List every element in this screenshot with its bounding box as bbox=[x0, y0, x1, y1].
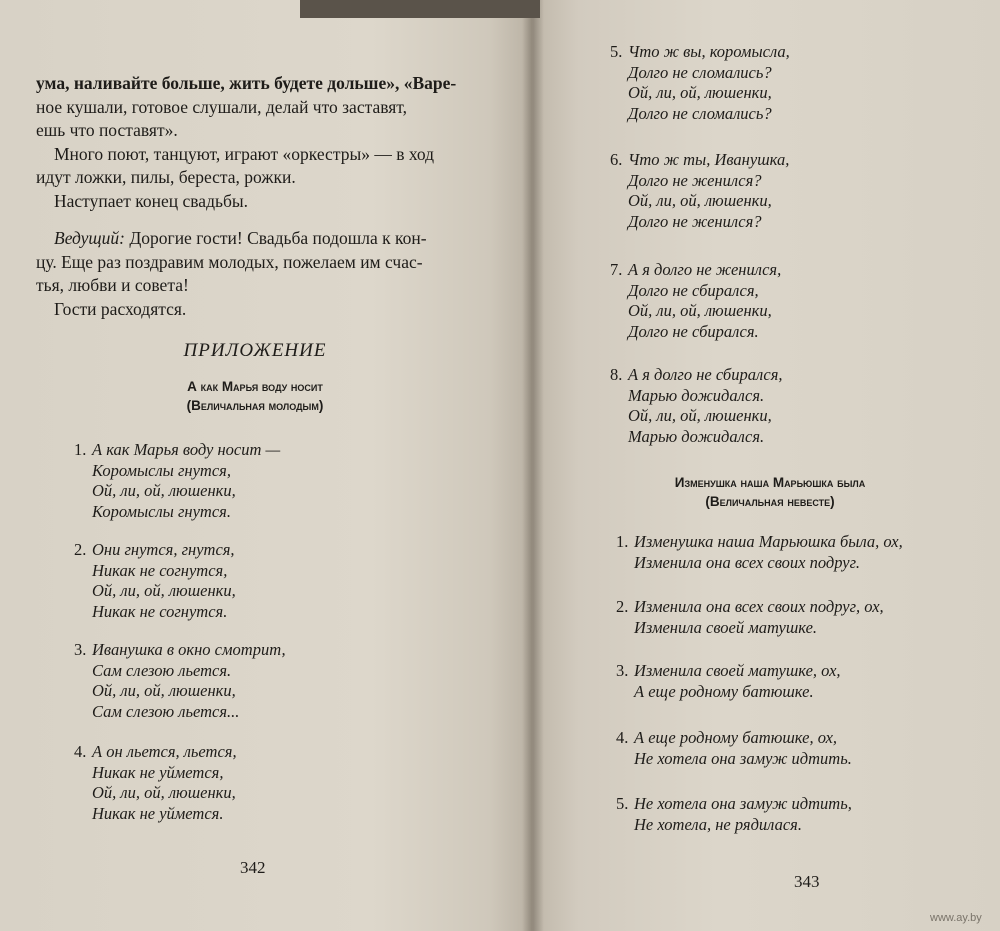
appendix-heading: ПРИЛОЖЕНИЕ bbox=[183, 340, 327, 361]
verse-line: А еще родному батюшке. bbox=[634, 681, 814, 701]
verse-line: Долго не сломались? bbox=[628, 103, 772, 123]
verse-line: Сам слезою льется. bbox=[92, 660, 232, 680]
verse-number: 1. bbox=[616, 532, 629, 551]
verse-number: 1. bbox=[74, 440, 87, 459]
verse bbox=[610, 365, 783, 447]
verse-line: А я долго не сбирался, bbox=[628, 365, 783, 384]
song-title-main: Изменушка наша Марьюшка была bbox=[674, 475, 866, 490]
verse-line: Никак не согнутся. bbox=[92, 601, 228, 621]
verse-line: Никак не уймется, bbox=[92, 762, 224, 782]
verse bbox=[610, 260, 782, 342]
verse-line: Они гнутся, гнутся, bbox=[92, 540, 235, 559]
verse-line: Ой, ли, ой, люшенки, bbox=[628, 301, 772, 320]
song-title-sub: (Величальная молодым) bbox=[186, 398, 324, 413]
verse-line: Долго не женился? bbox=[628, 211, 762, 231]
verse-line: Ой, ли, ой, люшенки, bbox=[628, 191, 772, 210]
speaker-label: Ведущий: bbox=[54, 228, 125, 248]
verse-line: Ой, ли, ой, люшенки, bbox=[92, 783, 236, 802]
prose-line: ума, наливайте больше, жить будете дольше», «Варе- bbox=[36, 73, 457, 93]
song-title bbox=[0, 377, 510, 415]
prose-line: ное кушали, готовое слушали, делай что заставят, bbox=[36, 96, 408, 117]
prose-line: тья, любви и совета! bbox=[36, 275, 189, 295]
page-edge-shadow bbox=[300, 0, 540, 18]
verse-line: Изменила своей матушке. bbox=[634, 617, 818, 637]
verse-line: Сам слезою льется... bbox=[92, 701, 240, 721]
verse-line: Иванушка в окно смотрит, bbox=[92, 640, 286, 659]
verse-number: 2. bbox=[616, 597, 629, 616]
verse-number: 2. bbox=[74, 540, 87, 559]
verse-line: Марью дожидался. bbox=[628, 426, 765, 446]
verse-line: Ой, ли, ой, люшенки, bbox=[92, 481, 236, 500]
verse-number: 3. bbox=[616, 661, 629, 680]
verse-number: 4. bbox=[74, 742, 87, 761]
verse bbox=[616, 728, 852, 769]
verse bbox=[74, 742, 237, 824]
verse-line: Изменила она всех своих подруг, ох, bbox=[634, 597, 884, 616]
verse-line: Ой, ли, ой, люшенки, bbox=[92, 681, 236, 700]
verse bbox=[616, 597, 884, 638]
verse-line: Что ж ты, Иванушка, bbox=[628, 150, 790, 169]
verse-line: Коромыслы гнутся. bbox=[92, 501, 231, 521]
verse-line: Марью дожидался. bbox=[628, 385, 765, 405]
prose-line: Ведущий: Дорогие гости! Свадьба подошла к кон- bbox=[54, 228, 427, 248]
verse-line: Ой, ли, ой, люшенки, bbox=[628, 83, 772, 102]
prose-line: Гости расходятся. bbox=[54, 298, 187, 319]
verse bbox=[616, 532, 903, 573]
verse-line: Изменила своей матушке, ох, bbox=[634, 661, 841, 680]
page-number-left: 342 bbox=[240, 858, 266, 877]
verse-line: Что ж вы, коромысла, bbox=[628, 42, 790, 61]
verse-line: Не хотела она замуж идтить, bbox=[634, 794, 852, 813]
verse-line: Никак не согнутся, bbox=[92, 560, 228, 580]
verse-number: 6. bbox=[610, 150, 623, 169]
verse bbox=[74, 640, 286, 722]
verse-number: 3. bbox=[74, 640, 87, 659]
verse-line: Изменила она всех своих подруг. bbox=[634, 552, 860, 572]
verse-line: Изменушка наша Марьюшка была, ох, bbox=[634, 532, 903, 551]
verse-line: Никак не уймется. bbox=[92, 803, 224, 823]
verse-line: Коромыслы гнутся, bbox=[92, 460, 231, 480]
verse bbox=[610, 42, 790, 124]
song-title-sub: (Величальная невесте) bbox=[705, 494, 835, 509]
verse-line: Ой, ли, ой, люшенки, bbox=[628, 406, 772, 425]
watermark: www.ay.by bbox=[930, 912, 982, 924]
prose-line: ешь что поставят». bbox=[36, 120, 178, 140]
song-title-main: А как Марья воду носит bbox=[187, 379, 323, 394]
verse-number: 5. bbox=[610, 42, 623, 61]
prose-line: Много поют, танцуют, играют «оркестры» — в ход bbox=[54, 143, 435, 164]
prose-line: идут ложки, пилы, береста, рожки. bbox=[36, 167, 296, 187]
verse-line: А я долго не женился, bbox=[628, 260, 782, 279]
verse-line: А как Марья воду носит — bbox=[92, 440, 281, 459]
verse-number: 7. bbox=[610, 260, 623, 279]
verse bbox=[616, 794, 852, 835]
verse-line: Не хотела она замуж идтить. bbox=[634, 748, 852, 768]
verse-line: А еще родному батюшке, ох, bbox=[634, 728, 838, 747]
verse bbox=[616, 661, 841, 702]
verse-number: 8. bbox=[610, 365, 623, 384]
book-gutter bbox=[522, 0, 544, 931]
song-title bbox=[540, 473, 1000, 511]
prose-line: Наступает конец свадьбы. bbox=[54, 190, 248, 211]
prose-line: цу. Еще раз поздравим молодых, пожелаем им счас- bbox=[36, 251, 423, 272]
verse-line: Долго не сбирался, bbox=[628, 280, 759, 300]
verse-line: Не хотела, не рядилася. bbox=[634, 814, 802, 834]
verse-number: 4. bbox=[616, 728, 629, 747]
verse-line: А он льется, льется, bbox=[92, 742, 237, 761]
left-prose bbox=[36, 72, 480, 321]
verse-line: Долго не женился? bbox=[628, 170, 762, 190]
verse-line: Ой, ли, ой, люшенки, bbox=[92, 581, 236, 600]
right-page bbox=[532, 0, 1000, 931]
verse bbox=[74, 540, 236, 622]
verse-number: 5. bbox=[616, 794, 629, 813]
page-number-right: 343 bbox=[794, 872, 820, 891]
verse-line: Долго не сбирался. bbox=[628, 321, 759, 341]
verse bbox=[610, 150, 790, 232]
verse bbox=[74, 440, 281, 522]
verse-line: Долго не сломались? bbox=[628, 62, 772, 82]
